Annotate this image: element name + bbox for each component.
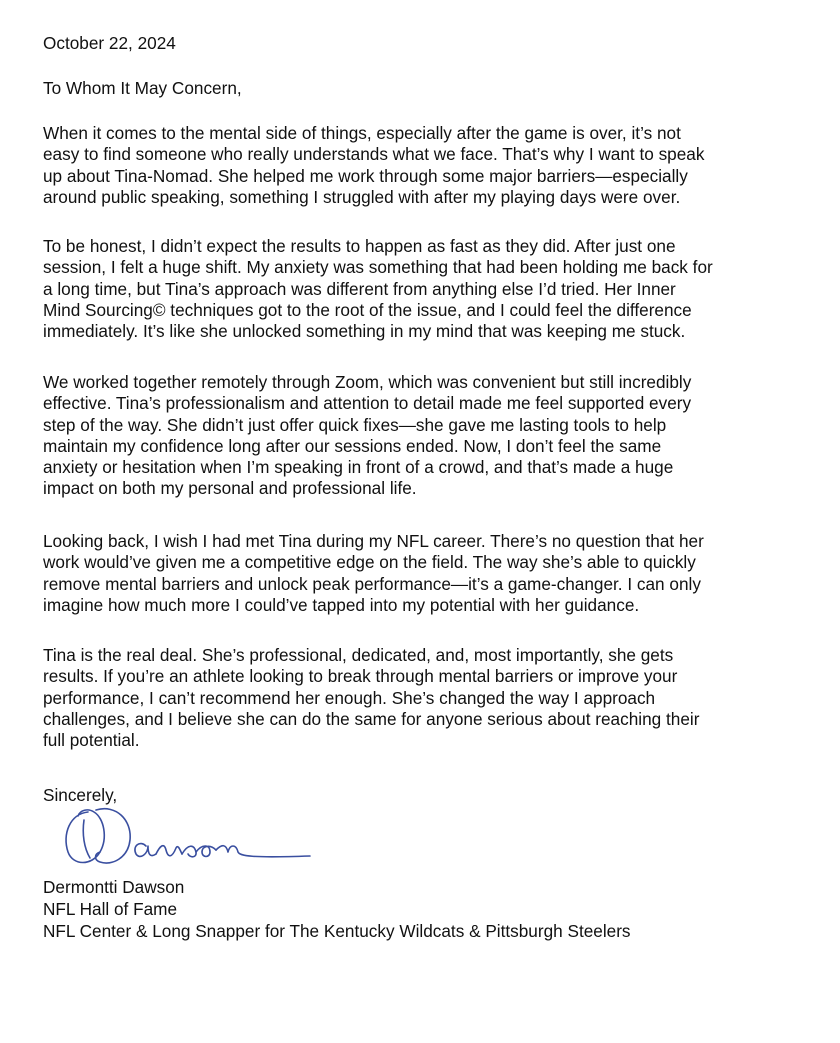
paragraph-line: work would’ve given me a competitive edge on the field. The way she’s able to quickly [43,552,696,573]
paragraph-line: maintain my confidence long after our sessions ended. Now, I don’t feel the same [43,435,662,456]
paragraph-line: We worked together remotely through Zoom, which was convenient but still incredibly [43,372,692,392]
salutation: To Whom It May Concern, [43,78,242,98]
paragraph-line: challenges, and I believe she can do the same for anyone serious about reaching their [43,708,700,729]
paragraph-line: a long time, but Tina’s approach was different from anything else I’d tried. Her Inner [43,278,676,299]
paragraph-line: full potential. [43,730,140,751]
paragraph-line: session, I felt a huge shift. My anxiety was something that had been holding me back for [43,257,713,278]
paragraph-line: To be honest, I didn’t expect the results to happen as fast as they did. After just one [43,236,676,256]
paragraph-line: immediately. It’s like she unlocked something in my mind that was keeping me stuck. [43,321,686,342]
paragraph-line: easy to find someone who really understands what we face. That’s why I want to speak [43,144,705,165]
body-paragraph-5 [43,645,818,751]
closing: Sincerely, [43,785,118,805]
paragraph-line: anxiety or hesitation when I’m speaking in front of a crowd, and that’s made a huge [43,457,674,478]
handwritten-signature [60,800,320,875]
paragraph-line: step of the way. She didn’t just offer quick fixes—she gave me lasting tools to help [43,414,667,435]
paragraph-line: results. If you’re an athlete looking to break through mental barriers or improve your [43,666,678,687]
signer-role: NFL Center & Long Snapper for The Kentucky Wildcats & Pittsburgh Steelers [43,921,631,941]
body-paragraph-4 [43,531,818,616]
paragraph-line: imagine how much more I could’ve tapped into my potential with her guidance. [43,594,640,615]
paragraph-line: impact on both my personal and professional life. [43,478,417,499]
letter-date: October 22, 2024 [43,33,176,53]
signer-title: NFL Hall of Fame [43,899,178,919]
paragraph-line: up about Tina-Nomad. She helped me work through some major barriers—especially [43,165,688,186]
body-paragraph-3 [43,372,818,500]
body-paragraph-2 [43,236,818,342]
paragraph-line: effective. Tina’s professionalism and attention to detail made me feel supported every [43,393,692,414]
paragraph-line: Looking back, I wish I had met Tina during my NFL career. There’s no question that her [43,531,704,551]
paragraph-line: around public speaking, something I struggled with after my playing days were over. [43,186,681,207]
paragraph-line: performance, I can’t recommend her enough. She’s changed the way I approach [43,687,656,708]
paragraph-line: remove mental barriers and unlock peak performance—it’s a game-changer. I can only [43,573,701,594]
signer-block [43,876,631,942]
paragraph-line: Mind Sourcing© techniques got to the root of the issue, and I could feel the difference [43,299,692,320]
paragraph-line: Tina is the real deal. She’s professional, dedicated, and, most importantly, she gets [43,645,674,665]
body-paragraph-1 [43,123,818,208]
paragraph-line: When it comes to the mental side of things, especially after the game is over, it’s not [43,123,681,143]
signer-name: Dermontti Dawson [43,877,185,897]
